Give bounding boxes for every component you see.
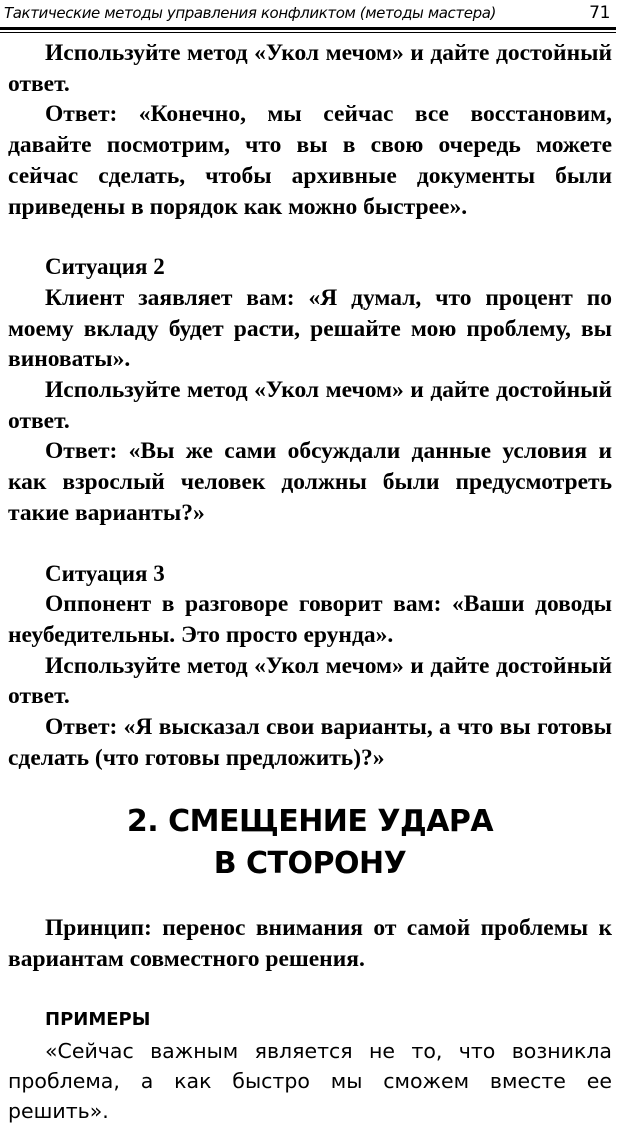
- running-head: [4, 3, 610, 27]
- spacer: [8, 885, 612, 913]
- spacer: [8, 529, 612, 559]
- situation-title: Ситуация 3: [45, 560, 165, 586]
- paragraph: Ответ: «Конечно, мы сейчас все восстановим, давайте посмотрим, что вы в свою очередь можете сейчас сделать, чтобы архивные документы были приведены в порядок как можно быстрее».: [8, 101, 612, 220]
- section-heading-line: В СТОРОНУ: [213, 846, 407, 882]
- paragraph: Ответ: «Я высказал свои варианты, а что вы готовы сделать (что готовы предложить)?»: [8, 714, 612, 771]
- body-text: [8, 38, 612, 1126]
- spacer: [8, 773, 612, 801]
- example-block: [8, 1036, 612, 1126]
- examples-label: ПРИМЕРЫ: [45, 1008, 151, 1030]
- paragraph: Используйте метод «Укол мечом» и дайте достойный ответ.: [8, 40, 612, 97]
- principle-text: перенос внимания от самой проблемы к вариантам совместного решения.: [8, 915, 612, 973]
- section-heading: [8, 801, 612, 885]
- example-paragraph: «Сейчас важным является не то, что возникла проблема, а как быстро мы сможем вместе ее решить».: [8, 1038, 612, 1123]
- header-rule-thin: [0, 32, 616, 33]
- paragraph: Оппонент в разговоре говорит вам: «Ваши доводы неубедительны. Это просто ерунда».: [8, 591, 612, 648]
- spacer: [8, 975, 612, 1005]
- section-heading-line: 2. СМЕЩЕНИЕ УДАРА: [126, 804, 494, 840]
- paragraph: Ответ: «Вы же сами обсуждали данные условия и как взрослый человек должны были предусмотреть такие варианты?»: [8, 438, 612, 526]
- spacer: [8, 222, 612, 252]
- situation-title: Ситуация 2: [45, 254, 165, 280]
- paragraph: Используйте метод «Укол мечом» и дайте достойный ответ.: [8, 377, 612, 434]
- header-rule-thick: [0, 27, 616, 30]
- principle-label: Принцип:: [45, 915, 152, 942]
- principle-paragraph: [8, 913, 612, 974]
- page-number: 71: [589, 3, 610, 23]
- paragraph: Клиент заявляет вам: «Я думал, что процент по моему вкладу будет расти, решайте мою проблему, вы виноваты».: [8, 284, 612, 373]
- paragraph: Используйте метод «Укол мечом» и дайте достойный ответ.: [8, 652, 612, 710]
- running-title: Тактические методы управления конфликтом (методы мастера): [4, 4, 496, 22]
